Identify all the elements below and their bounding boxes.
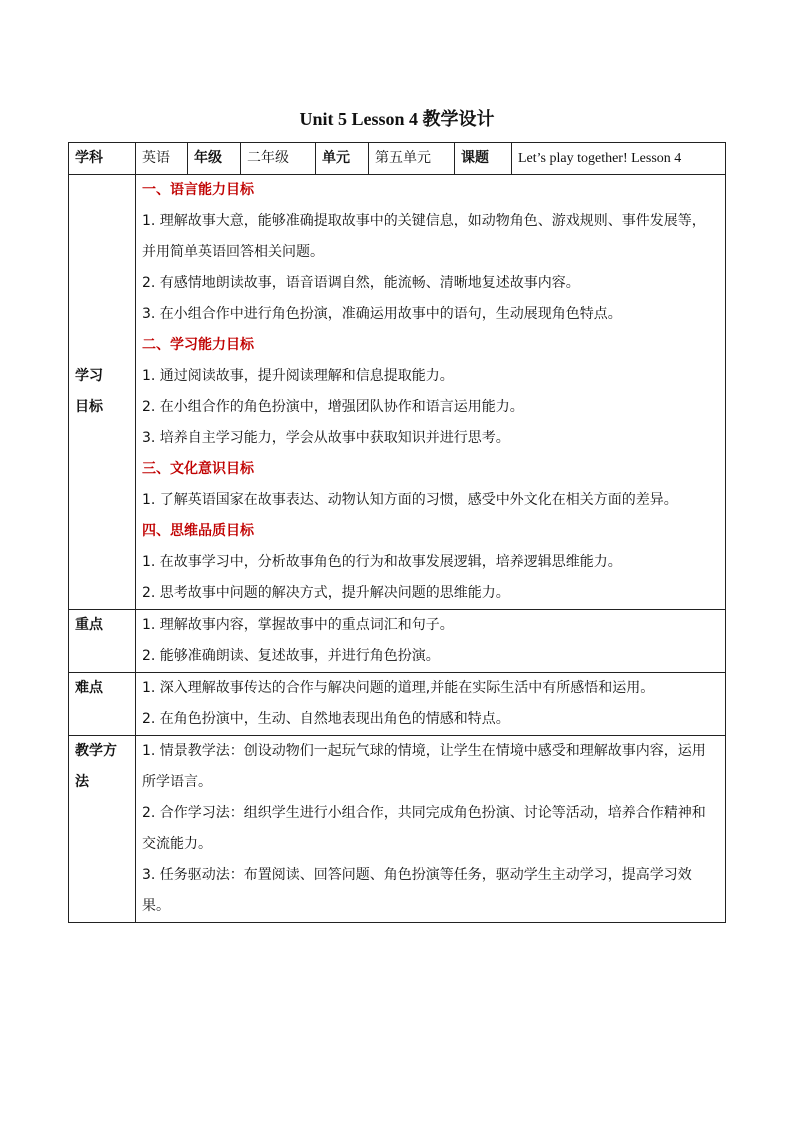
- objectives-section: [142, 175, 719, 330]
- list-item: 2. 思考故事中问题的解决方式，提升解决问题的思维能力。: [142, 585, 510, 601]
- header-row: [69, 143, 726, 175]
- list-item: 2. 能够准确朗读、复述故事，并进行角色扮演。: [142, 648, 440, 664]
- key-points-label: 重点: [69, 610, 136, 673]
- methods-label: 教学方法: [69, 736, 136, 923]
- objectives-label: 学习目标: [69, 175, 136, 610]
- list-item: 2. 在小组合作的角色扮演中，增强团队协作和语言运用能力。: [142, 399, 524, 415]
- difficulties-content: [136, 673, 726, 736]
- topic-value: Let’s play together! Lesson 4: [512, 143, 726, 175]
- list-item: 3. 任务驱动法：布置阅读、回答问题、角色扮演等任务，驱动学生主动学习，提高学习效果。: [142, 867, 692, 914]
- objectives-row: [69, 175, 726, 610]
- objectives-section: [142, 454, 719, 516]
- list-item: 1. 情景教学法：创设动物们一起玩气球的情境，让学生在情境中感受和理解故事内容，运用所学语言。: [142, 743, 706, 790]
- list-item: 2. 在角色扮演中，生动、自然地表现出角色的情感和特点。: [142, 711, 510, 727]
- objectives-section: [142, 330, 719, 454]
- list-item: 2. 有感情地朗读故事，语音语调自然，能流畅、清晰地复述故事内容。: [142, 275, 580, 291]
- list-item: 1. 理解故事内容，掌握故事中的重点词汇和句子。: [142, 617, 454, 633]
- objectives-section: [142, 516, 719, 609]
- list-item: 1. 深入理解故事传达的合作与解决问题的道理,并能在实际生活中有所感悟和运用。: [142, 680, 655, 696]
- list-item: 3. 培养自主学习能力，学会从故事中获取知识并进行思考。: [142, 430, 510, 446]
- unit-label: 单元: [316, 143, 369, 175]
- grade-label: 年级: [188, 143, 241, 175]
- list-item: 1. 理解故事大意，能够准确提取故事中的关键信息，如动物角色、游戏规则、事件发展等，并用简单英语回答相关问题。: [142, 213, 706, 260]
- list-item: 3. 在小组合作中进行角色扮演，准确运用故事中的语句，生动展现角色特点。: [142, 306, 622, 322]
- list-item: 2. 合作学习法：组织学生进行小组合作，共同完成角色扮演、讨论等活动，培养合作精神和交流能力。: [142, 805, 706, 852]
- section-heading: 一、语言能力目标: [142, 182, 254, 198]
- section-heading: 三、文化意识目标: [142, 461, 254, 477]
- section-heading: 四、思维品质目标: [142, 523, 254, 539]
- methods-row: [69, 736, 726, 923]
- unit-value: 第五单元: [369, 143, 455, 175]
- list-item: 1. 了解英语国家在故事表达、动物认知方面的习惯，感受中外文化在相关方面的差异。: [142, 492, 678, 508]
- difficulties-label: 难点: [69, 673, 136, 736]
- subject-value: 英语: [136, 143, 188, 175]
- grade-value: 二年级: [241, 143, 316, 175]
- key-points-content: [136, 610, 726, 673]
- section-heading: 二、学习能力目标: [142, 337, 254, 353]
- methods-content: [136, 736, 726, 923]
- difficulties-row: [69, 673, 726, 736]
- page-title: Unit 5 Lesson 4 教学设计: [299, 109, 495, 129]
- list-item: 1. 在故事学习中，分析故事角色的行为和故事发展逻辑，培养逻辑思维能力。: [142, 554, 622, 570]
- subject-label: 学科: [69, 143, 136, 175]
- objectives-content: [136, 175, 726, 610]
- lesson-plan-table: [68, 142, 726, 923]
- key-points-row: [69, 610, 726, 673]
- topic-label: 课题: [455, 143, 512, 175]
- list-item: 1. 通过阅读故事，提升阅读理解和信息提取能力。: [142, 368, 454, 384]
